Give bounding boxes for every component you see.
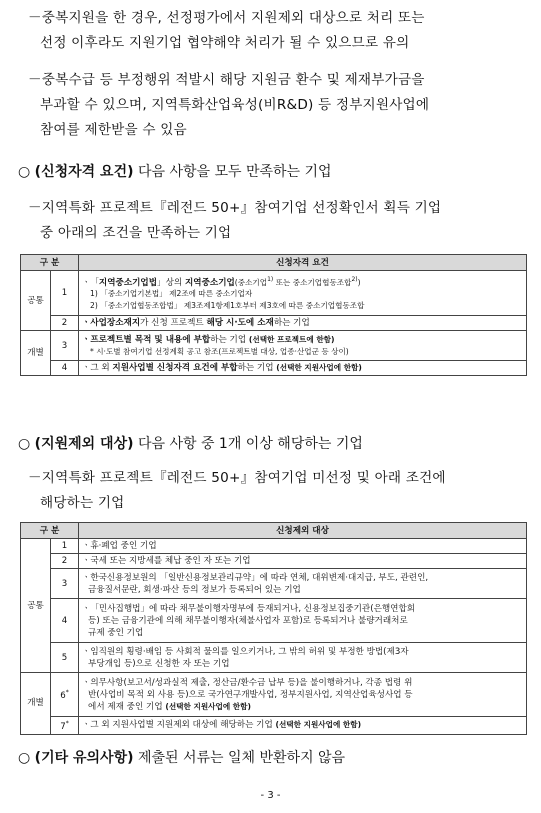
text: 」상의 [157, 277, 185, 288]
section-title: (신청자격 요건) [34, 164, 134, 180]
text-line: ㆍ의무사항(보고서/성과실적 제출, 정산금/환수금 납부 등)을 불이행하거나, 각종 법령 위 [82, 677, 413, 688]
group-common: 공통 [21, 271, 51, 331]
group-common: 공통 [21, 539, 51, 673]
exclusion-table [20, 522, 527, 735]
emphasis: (선택한 프로젝트에 한함) [248, 334, 335, 344]
footnote-1: 1) 「중소기업기본법」 제2조에 따른 중소기업자 [90, 289, 253, 299]
text: ㆍ「 [82, 277, 99, 288]
text-line: －중복지원을 한 경우, 선정평가에서 지원제외 대상으로 처리 또는 [28, 10, 425, 26]
text-line: 규제 중인 기업 [88, 627, 144, 638]
emphasis: 해당 시·도에 소재 [206, 318, 274, 328]
exclusion-cell [79, 599, 527, 643]
text-line: －중복수급 등 부정행위 적발시 해당 지원금 환수 및 제재부가금을 [28, 72, 425, 88]
section-text: 다음 사항을 모두 만족하는 기업 [133, 164, 332, 180]
requirement-cell [79, 271, 527, 316]
requirement-cell [79, 331, 527, 361]
exclusion-cell: ㆍ휴·폐업 중인 기업 [79, 539, 527, 554]
text-line: －지역특화 프로젝트『레전드 50+』참여기업 미선정 및 아래 조건에 [28, 470, 446, 486]
text-line: 참여를 제한받을 수 있음 [40, 122, 187, 138]
note: * 시·도별 참여기업 선정계획 공고 참조(프로젝트별 대상, 업종·산업군 등 상이) [90, 346, 349, 356]
row-number: 1 [51, 271, 79, 316]
asterisk: * [65, 720, 69, 727]
text-line: 반(사업비 목적 외 사용 등)으로 국가연구개발사업, 정부지원사업, 지역산업육성사업 등 [88, 689, 413, 700]
row-number: 2 [51, 316, 79, 331]
section-text: 제출된 서류는 일체 반환하지 않음 [133, 750, 346, 766]
row-number: 3 [51, 331, 79, 361]
text: ) [357, 277, 361, 287]
footnote-2: 2) 「중소기업협동조합법」 제3조제1항제1호부터 제3호에 따른 중소기업협동조합 [90, 301, 365, 311]
row-number: 5 [51, 643, 79, 673]
exclusion-cell [79, 569, 527, 599]
text-line: 부과할 수 있으며, 지역특화산업육성(비R&D) 등 정부지원사업에 [40, 97, 430, 113]
text: 또는 중소기업협동조합 [273, 277, 352, 287]
requirement-cell [79, 316, 527, 331]
footnote-mark: 1) [267, 275, 274, 283]
eligibility-description [28, 196, 441, 246]
text: ㆍ그 외 [82, 363, 113, 373]
section-text: 다음 사항 중 1개 이상 해당하는 기업 [133, 436, 363, 452]
header-category: 구 분 [21, 523, 79, 539]
text-line: ㆍ한국신용정보원의 「일반신용정보관리규약」에 따라 연체, 대위변제·대지급, 부도, 관련인, [82, 572, 429, 583]
row-number: 4 [51, 599, 79, 643]
exclusion-cell [79, 717, 527, 735]
exclusion-description [28, 466, 446, 516]
section-title: (기타 유의사항) [34, 750, 134, 766]
row-number-cell [51, 673, 79, 717]
asterisk: * [65, 689, 69, 697]
text-line: ㆍ임직원의 횡령·배임 등 사회적 물의를 일으키거나, 그 밖의 허위 및 부정한 방법(제3자 [82, 646, 409, 657]
fraud-notice [28, 68, 429, 143]
duplicate-support-notice [28, 6, 425, 56]
section-title: (지원제외 대상) [34, 436, 134, 452]
bullet-icon: ○ [18, 164, 31, 180]
text: 하는 기업 [210, 334, 249, 345]
header-content: 신청자격 요건 [79, 255, 527, 271]
emphasis: (선택한 지원사업에 한함) [165, 701, 251, 711]
text-line: －지역특화 프로젝트『레전드 50+』참여기업 선정확인서 획득 기업 [28, 200, 442, 216]
group-individual: 개별 [21, 673, 51, 735]
row-number: 6 [60, 690, 66, 701]
exclusion-heading [18, 432, 363, 456]
row-number: 3 [51, 569, 79, 599]
text-line: 해당하는 기업 [40, 495, 125, 511]
row-number: 7 [60, 721, 66, 732]
header-category: 구 분 [21, 255, 79, 271]
text: 에서 제재 중인 기업 [88, 701, 166, 712]
text-line: 중 아래의 조건을 만족하는 기업 [40, 225, 232, 241]
bullet-icon: ○ [18, 750, 31, 766]
text: 가 신청 프로젝트 [140, 318, 207, 328]
eligibility-table [20, 254, 527, 376]
text-line: 부당개입 등)으로 신청한 자 또는 기업 [88, 658, 230, 669]
text-line: 선정 이후라도 지원기업 협약해약 처리가 될 수 있으므로 유의 [40, 35, 410, 51]
requirement-cell [79, 361, 527, 376]
bullet-icon: ○ [18, 436, 31, 452]
exclusion-cell [79, 673, 527, 717]
emphasis: 지원사업별 신청자격 요건에 부합 [112, 363, 238, 373]
other-notes-heading [18, 746, 345, 770]
text: (중소기업 [234, 277, 268, 287]
header-content: 신청제외 대상 [79, 523, 527, 539]
text-line: ㆍ「민사집행법」에 따라 채무불이행자명부에 등재되거나, 신용정보집중기관(은행연합회 [82, 603, 416, 614]
exclusion-cell: ㆍ국세 또는 지방세를 체납 중인 자 또는 기업 [79, 554, 527, 569]
text-line [82, 701, 523, 713]
text: 하는 기업 [273, 318, 310, 328]
emphasis: (선택한 지원사업에 한함) [276, 363, 362, 372]
emphasis: (선택한 지원사업에 한함) [275, 720, 362, 730]
row-number-cell [51, 717, 79, 735]
row-number: 1 [51, 539, 79, 554]
exclusion-cell [79, 643, 527, 673]
emphasis: ㆍ사업장소재지 [82, 318, 141, 328]
footnote-mark: 2) [351, 275, 358, 283]
row-number: 4 [51, 361, 79, 376]
emphasis: 지역중소기업 [184, 277, 235, 288]
law-name: 지역중소기업법 [98, 277, 158, 288]
text-line: 등) 또는 금융기관에 의해 채무불이행자(체불사업자 포함)로 등록되거나 불량거래처로 [88, 615, 408, 626]
group-individual: 개별 [21, 331, 51, 376]
text: ㆍ그 외 지원사업별 지원제외 대상에 해당하는 기업 [82, 720, 276, 731]
text-line: 금융질서문란, 회생·파산 등의 정보가 등록되어 있는 기업 [88, 584, 301, 595]
row-number: 2 [51, 554, 79, 569]
emphasis: ㆍ프로젝트별 목적 및 내용에 부합 [82, 334, 211, 345]
eligibility-heading [18, 160, 332, 184]
page-number: - 3 - [260, 790, 281, 801]
text: 하는 기업 [237, 363, 277, 373]
